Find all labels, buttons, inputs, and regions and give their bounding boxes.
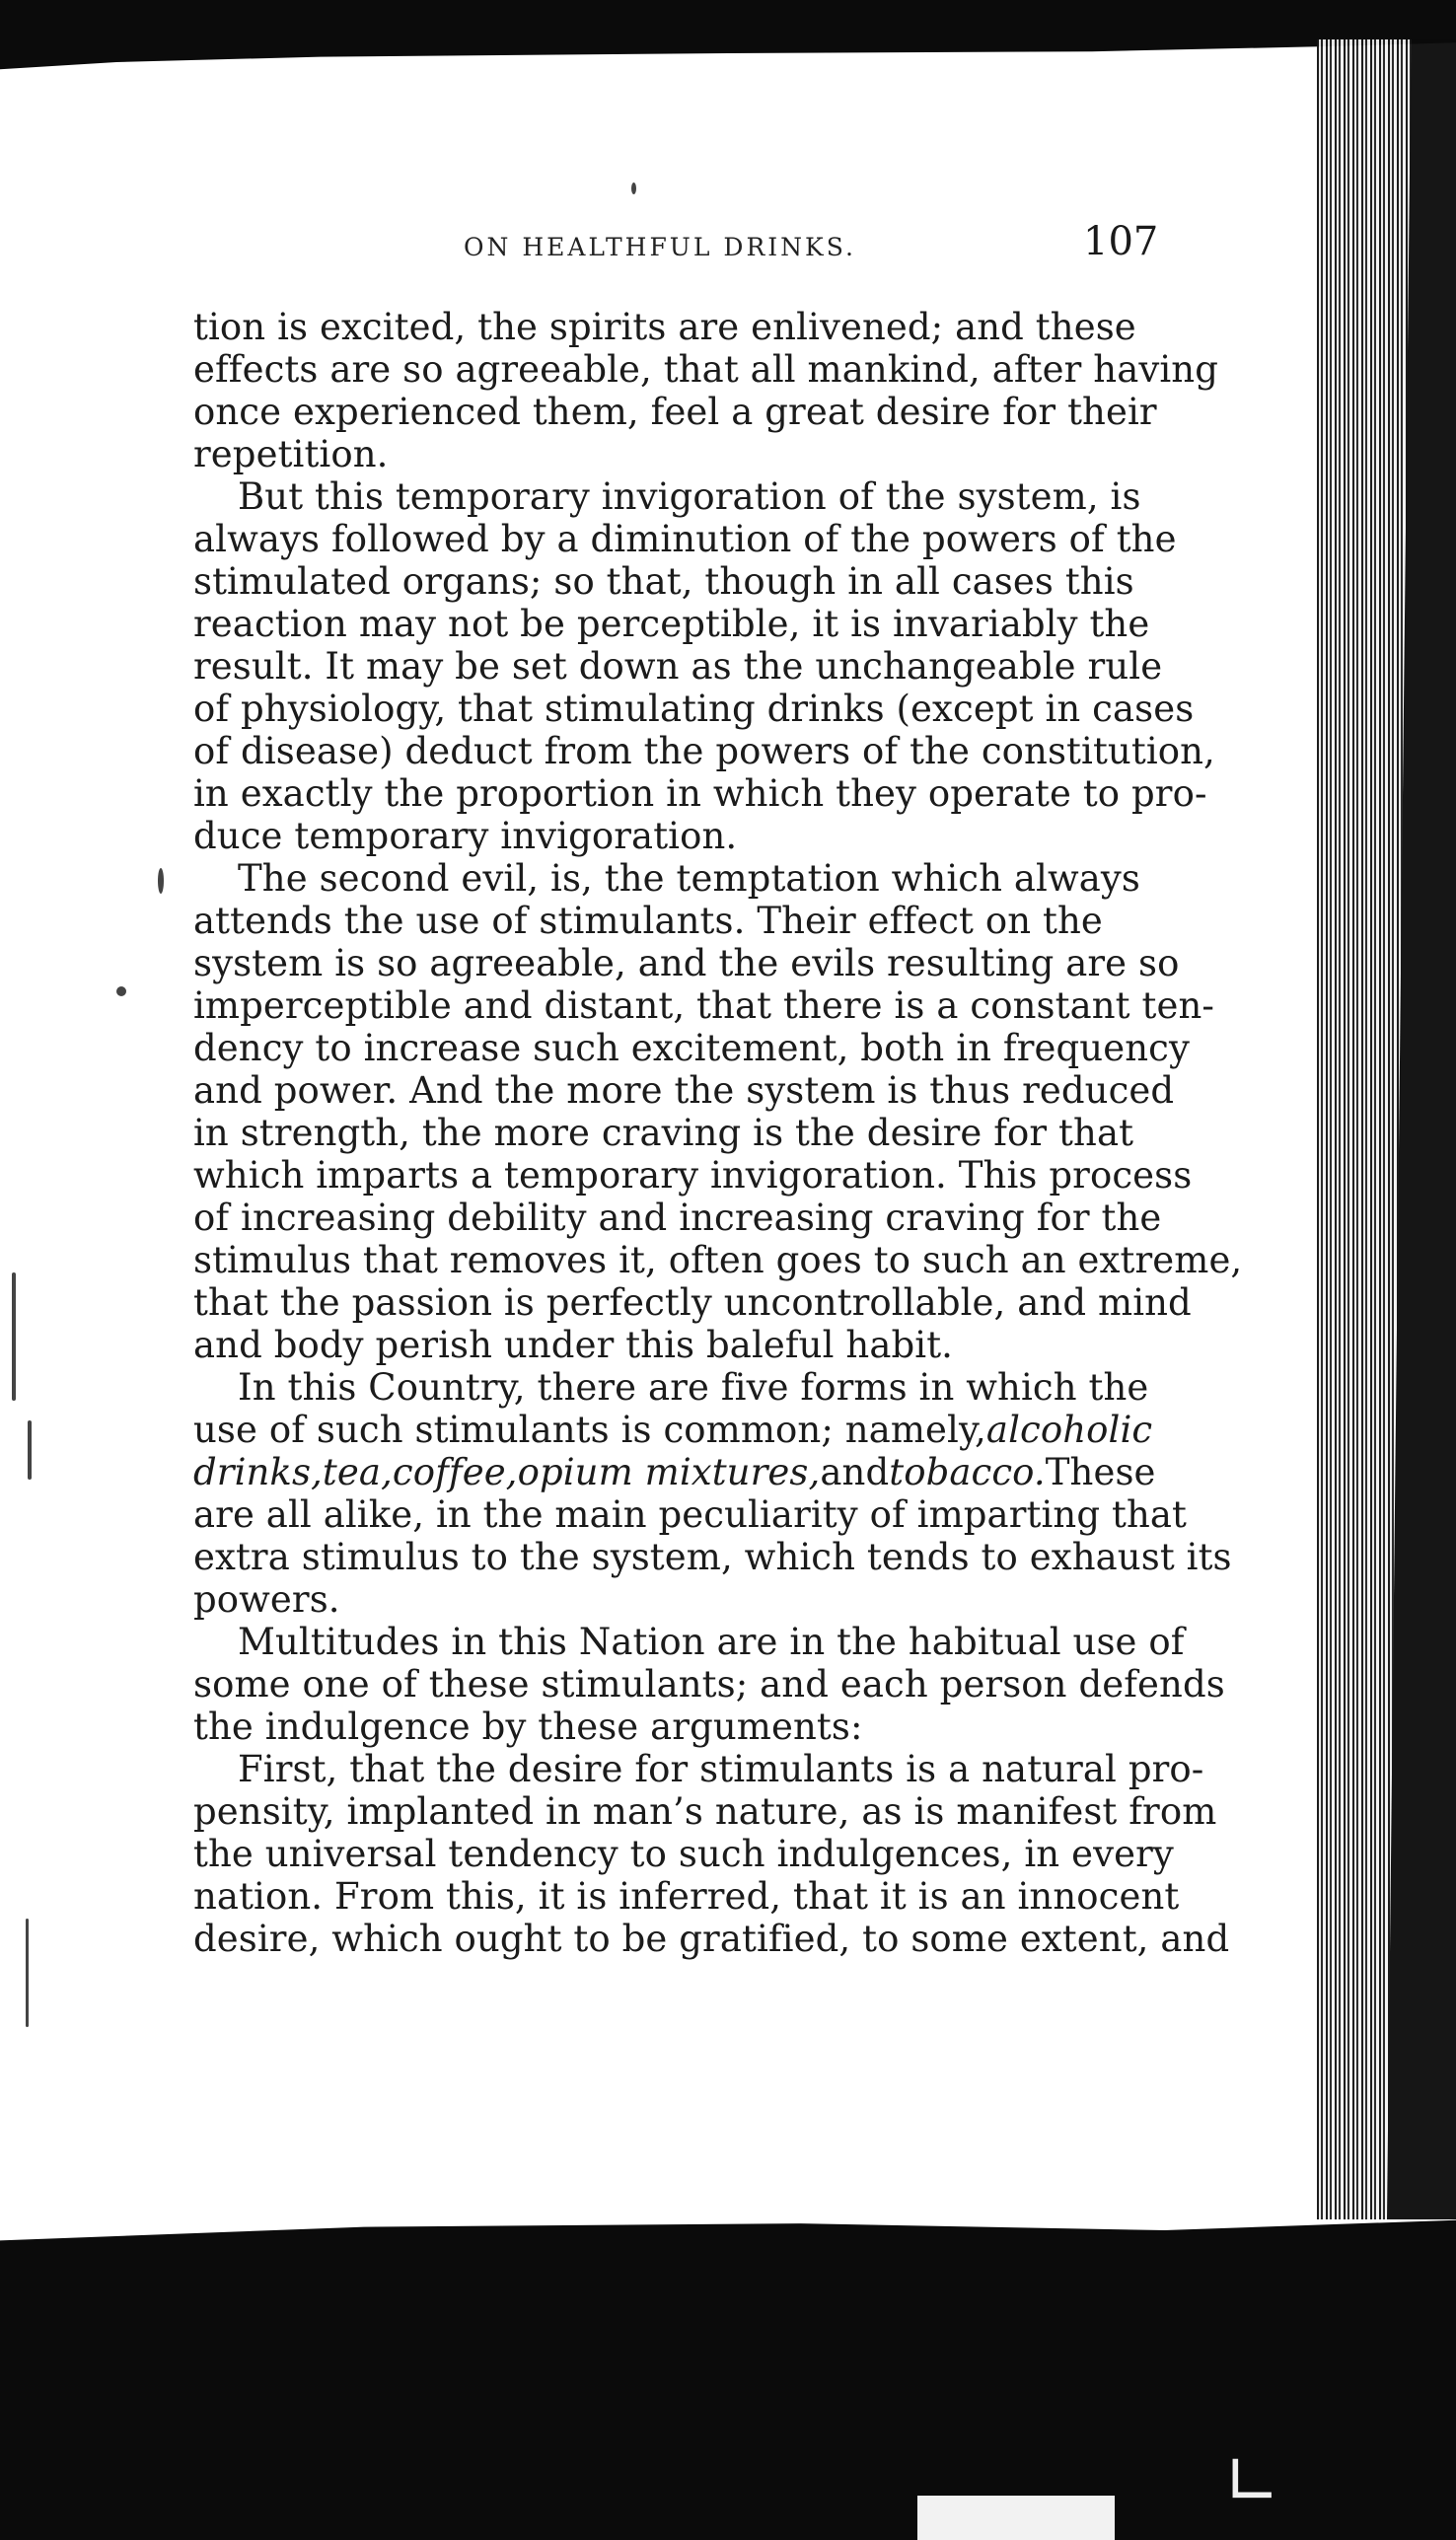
paragraph-start-line: In this Country, there are five forms in which the (238, 1366, 1149, 1409)
text-line: drinks, tea, coffee, opium mixtures, and tobacco. These (193, 1451, 1156, 1493)
text-line: result. It may be set down as the unchangeable rule (193, 645, 1163, 688)
text-line: of disease) deduct from the powers of the constitution, (193, 730, 1215, 772)
text-line: nation. From this, it is inferred, that it is an innocent (193, 1875, 1180, 1918)
margin-speck (12, 1272, 16, 1401)
margin-speck (631, 182, 636, 194)
paragraph-start-line: But this temporary invigoration of the system, is (238, 475, 1141, 518)
italic-term: drinks, (193, 1451, 323, 1493)
text-line: repetition. (193, 433, 389, 475)
text-line: some one of these stimulants; and each person defends (193, 1663, 1225, 1705)
italic-term: opium mixtures, (517, 1451, 821, 1493)
text-line: tion is excited, the spirits are enlivened; and these (193, 306, 1136, 348)
text-line: which imparts a temporary invigoration. This process (193, 1154, 1193, 1197)
text-line: system is so agreeable, and the evils resulting are so (193, 942, 1180, 984)
margin-speck (26, 1919, 29, 2027)
italic-term: tobacco. (889, 1451, 1046, 1493)
text-line: powers. (193, 1578, 340, 1621)
running-head: ON HEALTHFUL DRINKS. (464, 233, 856, 261)
text-line: in exactly the proportion in which they operate to pro- (193, 772, 1207, 815)
paragraph-start-line: First, that the desire for stimulants is a natural pro- (238, 1748, 1204, 1790)
text-line: once experienced them, feel a great desire for their (193, 391, 1157, 433)
text-line: of increasing debility and increasing craving for the (193, 1197, 1162, 1239)
text-line: in strength, the more craving is the desire for that (193, 1112, 1134, 1154)
book-page-edges (1317, 39, 1456, 2219)
text-line: always followed by a diminution of the powers of the (193, 518, 1177, 560)
paragraph-start-line: The second evil, is, the temptation which always (238, 857, 1141, 900)
text-line: attends the use of stimulants. Their effect on the (193, 900, 1103, 942)
scan-bottom-tab (917, 2496, 1115, 2540)
paragraph-start-line: Multitudes in this Nation are in the habitual use of (238, 1621, 1185, 1663)
scan-top-edge (0, 0, 1456, 89)
scan-curl-mark: ∟ (1223, 2440, 1281, 2521)
text-line: desire, which ought to be gratified, to some extent, and (193, 1918, 1230, 1960)
text-line: reaction may not be perceptible, it is invariably the (193, 603, 1150, 645)
italic-term: coffee, (392, 1451, 518, 1493)
text-line: the universal tendency to such indulgences, in every (193, 1833, 1174, 1875)
body-text (193, 306, 1243, 1960)
italic-term: tea, (322, 1451, 393, 1493)
text-line: duce temporary invigoration. (193, 815, 738, 857)
text-line: dency to increase such excitement, both in frequency (193, 1027, 1190, 1069)
italic-term: alcoholic (985, 1409, 1153, 1451)
text-line: stimulated organs; so that, though in all cases this (193, 560, 1134, 603)
text-line: stimulus that removes it, often goes to such an extreme, (193, 1239, 1243, 1281)
text-line: effects are so agreeable, that all mankind, after having (193, 348, 1219, 391)
text-line: the indulgence by these arguments: (193, 1705, 863, 1748)
text-line: and body perish under this baleful habit. (193, 1324, 954, 1366)
text-line: are all alike, in the main peculiarity of imparting that (193, 1493, 1188, 1536)
text-line: imperceptible and distant, that there is a constant ten- (193, 984, 1214, 1027)
page-number: 107 (1083, 219, 1159, 264)
text-line: and power. And the more the system is thus reduced (193, 1069, 1175, 1112)
text-line: pensity, implanted in man’s nature, as is manifest from (193, 1790, 1217, 1833)
margin-speck (28, 1420, 32, 1480)
text-line: use of such stimulants is common; namely, alcoholic (193, 1409, 1153, 1451)
text-line: of physiology, that stimulating drinks (except in cases (193, 688, 1195, 730)
margin-speck (158, 868, 164, 894)
text-line: extra stimulus to the system, which tends to exhaust its (193, 1536, 1232, 1578)
margin-speck (116, 986, 126, 996)
text-line: that the passion is perfectly uncontrollable, and mind (193, 1281, 1192, 1324)
